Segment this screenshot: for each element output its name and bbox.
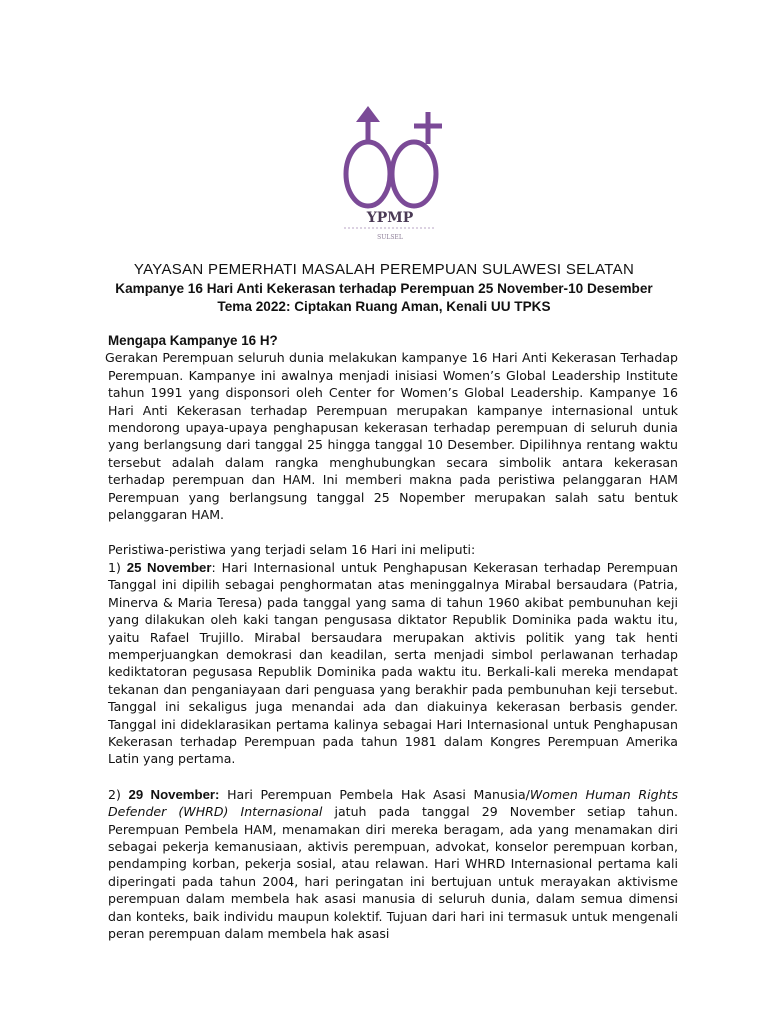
event-item-2 (108, 786, 678, 943)
document-body (105, 332, 679, 942)
ypmp-logo (330, 106, 450, 246)
event-item-1 (108, 559, 678, 768)
event-number: 1) (108, 559, 127, 575)
section-paragraph: Gerakan Perempuan seluruh dunia melakukan kampanye 16 Hari Anti Kekerasan Terhadap Perempuan. Kampanye ini awalnya menjadi inisiasi Women’s Global Leadership Institute tahun 1991 yang disponsori oleh Center for Women’s Global Leadership. Kampanye 16 Hari Anti Kekerasan terhadap Perempuan merupakan kampanye internasional untuk mendorong upaya-upaya penghapusan kekerasan terhadap perempuan di seluruh dunia yang berlangsung dari tanggal 25 hingga tanggal 10 Desember. Dipilihnya rentang waktu tersebut adalah dalam rangka menghubungkan secara simbolik antara kekerasan terhadap perempuan dan HAM. Ini memberi makna pada peristiwa pelanggaran HAM Perempuan yang berlangsung tanggal 25 Nopember merupakan salah satu bentuk pelanggaran HAM. (105, 350, 678, 523)
event-description: : Hari Internasional untuk Penghapusan Kekerasan terhadap Perempuan Tanggal ini dipilih sebagai penghormatan atas meninggalnya Mirabal bersaudara (Patria, Minerva & Maria Teresa) pada tanggal yang sama di tahun 1960 akibat pembunuhan keji yang dilakukan oleh kaki tangan pengusasa diktator Republik Dominika pada waktu itu, yaitu Rafael Trujillo. Mirabal bersaudara merupakan aktivis politik yang tak henti memperjuangkan demokrasi dan keadilan, serta menjadi simbol perlawanan terhadap kediktatoran pegusasa Republik Dominika pada waktu itu. Berkali-kali mereka mendapat tekanan dan penganiayaan dari penguasa yang berakhir pada pembunuhan keji tersebut. Tanggal ini sekaligus juga menandai ada dan diakuinya kekerasan berbasis gender. Tanggal ini dideklarasikan pertama kalinya sebagai Hari Internasional untuk Penghapusan Kekerasan terhadap Perempuan pada tahun 1981 dalam Kongres Perempuan Amerika Latin yang pertama. (108, 559, 679, 767)
organization-name: YAYASAN PEMERHATI MASALAH PEREMPUAN SULAWESI SELATAN (133, 261, 635, 278)
logo-text: YPMP (366, 210, 414, 226)
events-intro: Peristiwa-peristiwa yang terjadi selam 16 Hari ini meliputi: (108, 542, 476, 558)
event-date-label: 29 November: (128, 786, 220, 802)
event-description-cont: jatuh pada tanggal 29 November setiap tahun. Perempuan Pembela HAM, menamakan diri mereka beragam, ada yang menamakan diri sebagai pekerja kemanusiaan, aktivis perempuan, advokat, konselor perempuan korban, pendamping korban, pekerja sosial, atau relawan. Hari WHRD Internasional pertama kali diperingati pada tahun 2004, hari peringatan ini bertujuan untuk merayakan aktivisme perempuan dalam membela hak asasi manusia di seluruh dunia, dalam semua dimensi dan konteks, baik individu maupun kolektif. Tujuan dari hari ini termasuk untuk mengenali peran perempuan dalam membela hak asasi (108, 804, 679, 941)
campaign-title: Kampanye 16 Hari Anti Kekerasan terhadap Perempuan 25 November-10 Desember (115, 281, 653, 296)
campaign-theme: Tema 2022: Ciptakan Ruang Aman, Kenali UU TPKS (217, 299, 551, 314)
event-number: 2) (108, 786, 129, 802)
gender-symbols-icon (330, 106, 450, 246)
logo-subtext: SULSEL (377, 234, 403, 241)
section-heading: Mengapa Kampanye 16 H? (108, 333, 278, 348)
event-date-label: 25 November (126, 559, 212, 575)
event-italic-term: Women Human Rights Defender (WHRD) Internasional (108, 786, 678, 820)
event-description: Hari Perempuan Pembela Hak Asasi Manusia/ (219, 786, 530, 802)
